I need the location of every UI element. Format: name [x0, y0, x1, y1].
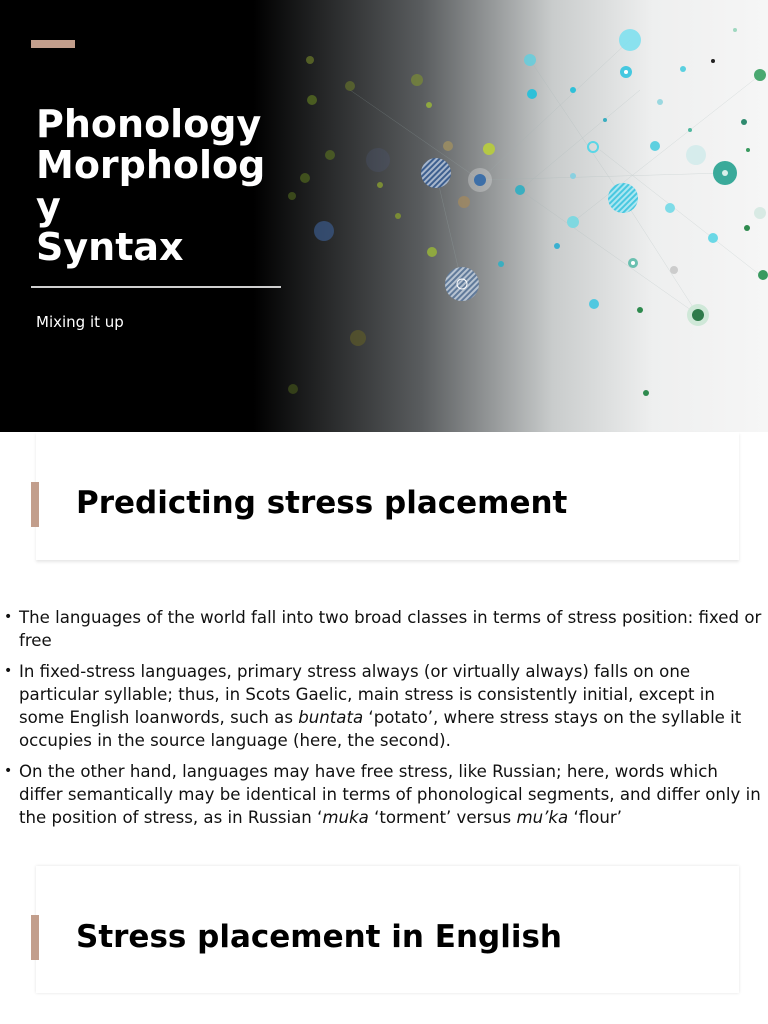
title-divider [31, 286, 281, 288]
presentation-subtitle: Mixing it up [36, 313, 124, 331]
bullet-text: On the other hand, languages may have free stress, like Russian; here, words which differ semantically may be identical in terms of phonological segments, and differ only in the position of stress, as in Russian ‘ [19, 761, 761, 828]
section-accent-bar [31, 482, 39, 527]
title-line: Syntax [36, 225, 184, 269]
bullet-text: ‘potato’, where stress stays on the syllable it occupies in the source language (here, the second). [19, 708, 742, 751]
italic-term: muka [322, 808, 369, 828]
italic-term: buntata [298, 708, 364, 728]
title-line: Phonology [36, 102, 262, 146]
bullet-text: ‘flour’ [568, 808, 622, 828]
title-accent-bar [31, 40, 75, 48]
presentation-title [36, 104, 276, 268]
title-line: Morphology [36, 143, 266, 228]
bullet-text: The languages of the world fall into two broad classes in terms of stress position: fixed or free [19, 608, 762, 651]
section-accent-bar [31, 915, 39, 960]
bullet-text: In fixed-stress languages, primary stress always (or virtually always) falls on one particular syllable; thus, in Scots Gaelic, main stress is consistently initial, except in some English loanwords, such as [19, 661, 715, 728]
italic-term: mu’ka [516, 808, 569, 828]
bullet-list [0, 606, 768, 837]
section-title-stress-english: Stress placement in English [76, 919, 562, 955]
bullet-item [0, 606, 768, 653]
bullet-text: ‘torment’ versus [368, 808, 517, 828]
bullet-item [0, 660, 768, 753]
section-title-predicting-stress: Predicting stress placement [76, 485, 568, 521]
title-slide [0, 0, 768, 432]
bullet-item [0, 760, 768, 830]
